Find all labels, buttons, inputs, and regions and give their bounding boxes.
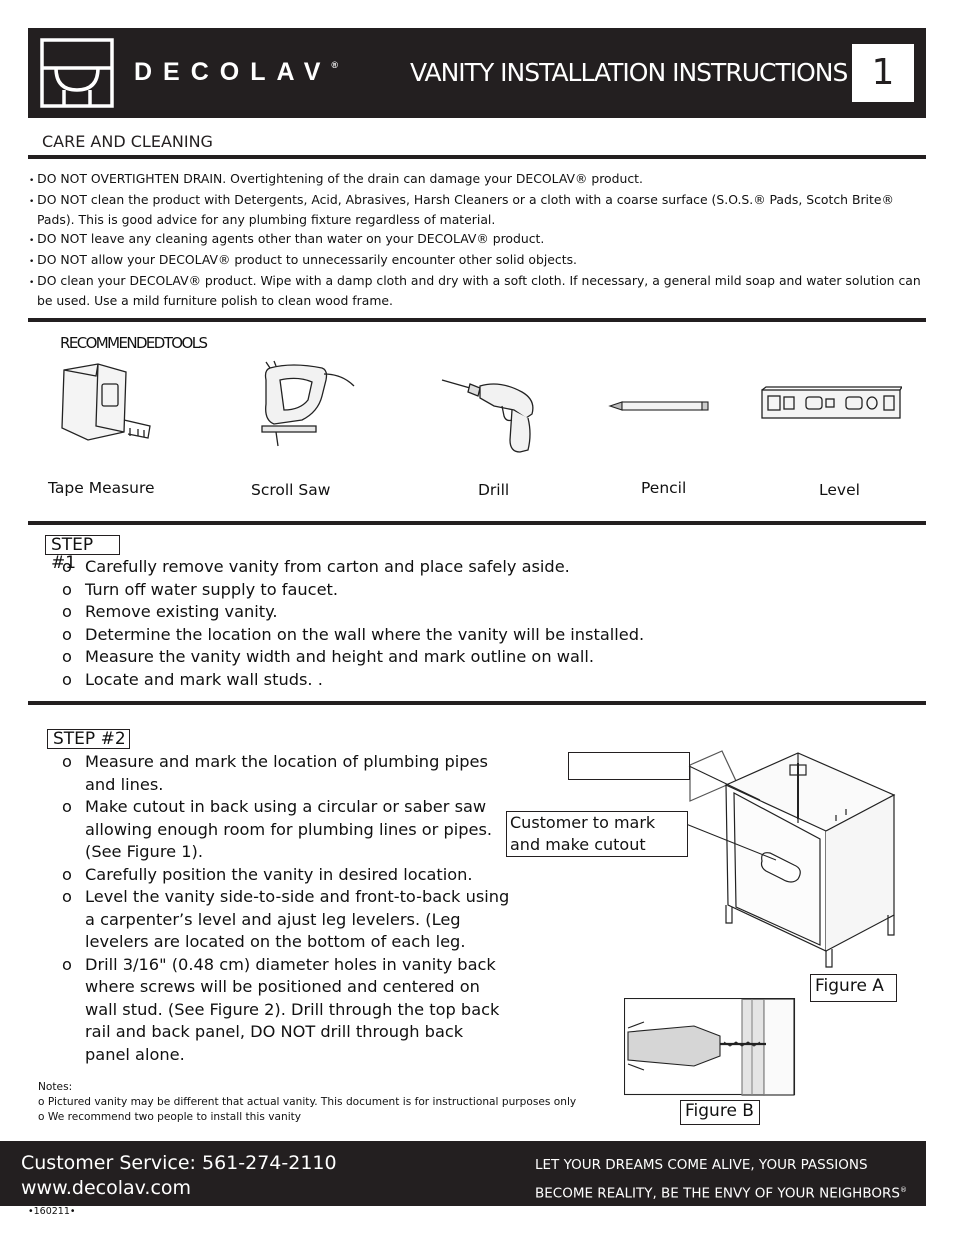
list-item: o Level the vanity side-to-side and front-to-back using a carpenter’s level and ajust leg levelers. (Leg levelers are located on the bottom of each leg. [42,886,512,954]
customer-service-phone: Customer Service: 561-274-2110 [21,1152,337,1174]
list-item: o Measure the vanity width and height and mark outline on wall. [42,646,902,669]
list-item: o Carefully position the vanity in desired location. [42,864,512,887]
tool-label: Tape Measure [48,479,155,497]
list-item: o Measure and mark the location of plumbing pipes and lines. [42,751,512,796]
figure-b-label: Figure B [680,1100,760,1125]
list-item: o Make cutout in back using a circular or saber saw allowing enough room for plumbing lines or pipes. (See Figure 1). [42,796,512,864]
document-title: VANITY INSTALLATION INSTRUCTIONS [410,58,848,87]
tool-label: Level [819,481,860,499]
registered-mark: ® [899,1186,907,1194]
notes-heading: Notes: [38,1081,73,1093]
document-code: •160211• [28,1206,76,1217]
figure-a-label: Figure A [810,974,897,1002]
care-item: • DO NOT leave any cleaning agents other than water on your DECOLAV® product. [29,230,924,251]
website-link[interactable]: www.decolav.com [21,1177,192,1199]
contact-info [21,1151,337,1201]
cutout-callout: Customer to mark and make cutout [506,811,688,857]
slogan-line: BECOME REALITY, BE THE ENVY OF YOUR NEIGHBORS [535,1185,900,1202]
tool-label: Scroll Saw [251,481,331,499]
care-item: • DO NOT clean the product with Detergents, Acid, Abrasives, Harsh Cleaners or a cloth with a coarse surface (S.O.S.® Pads, Scotch Brite® Pads). This is good advice for any plumbing fixture regardless of material. [29,191,924,230]
drill-through-figure [624,998,796,1100]
list-item: o Locate and mark wall studs. . [42,669,902,692]
page-number: 1 [852,44,914,102]
tool-label: Drill [478,481,510,499]
care-item: • DO NOT allow your DECOLAV® product to unnecessarily encounter other solid objects. [29,251,924,272]
note-item: o Pictured vanity may be different that actual vanity. This document is for instructional purposes only [38,1096,577,1108]
list-item: o Turn off water supply to faucet. [42,579,902,602]
notes [38,1080,576,1125]
care-item: • DO clean your DECOLAV® product. Wipe with a damp cloth and dry with a soft cloth. If necessary, a general mild soap and water solution can be used. Use a mild furniture polish to clean wood frame. [29,272,924,311]
list-item: o Remove existing vanity. [42,601,902,624]
tool-label: Pencil [641,479,687,497]
footer-bar [0,1141,926,1206]
note-item: o We recommend two people to install this vanity [38,1111,302,1123]
list-item: o Carefully remove vanity from carton and place safely aside. [42,556,902,579]
brand-name: DECOLAV® [134,58,339,86]
step2-title: STEP #2 [47,729,130,749]
slogan [535,1153,907,1207]
slogan-line: LET YOUR DREAMS COME ALIVE, YOUR PASSIONS [535,1157,868,1173]
list-item: o Drill 3/16" (0.48 cm) diameter holes in vanity back where screws will be positioned and centered on wall stud. (See Figure 2). Drill through the top back rail and back panel, DO NOT drill through back panel alone. [42,954,512,1067]
care-section-title: CARE AND CLEANING [42,132,213,151]
step1-title: STEP #1 [45,535,120,555]
care-item: • DO NOT OVERTIGHTEN DRAIN. Overtightening of the drain can damage your DECOLAV® product. [29,170,924,191]
list-item: o Determine the location on the wall where the vanity will be installed. [42,624,902,647]
tools-section-title: RECOMMENDEDTOOLS [60,334,207,352]
